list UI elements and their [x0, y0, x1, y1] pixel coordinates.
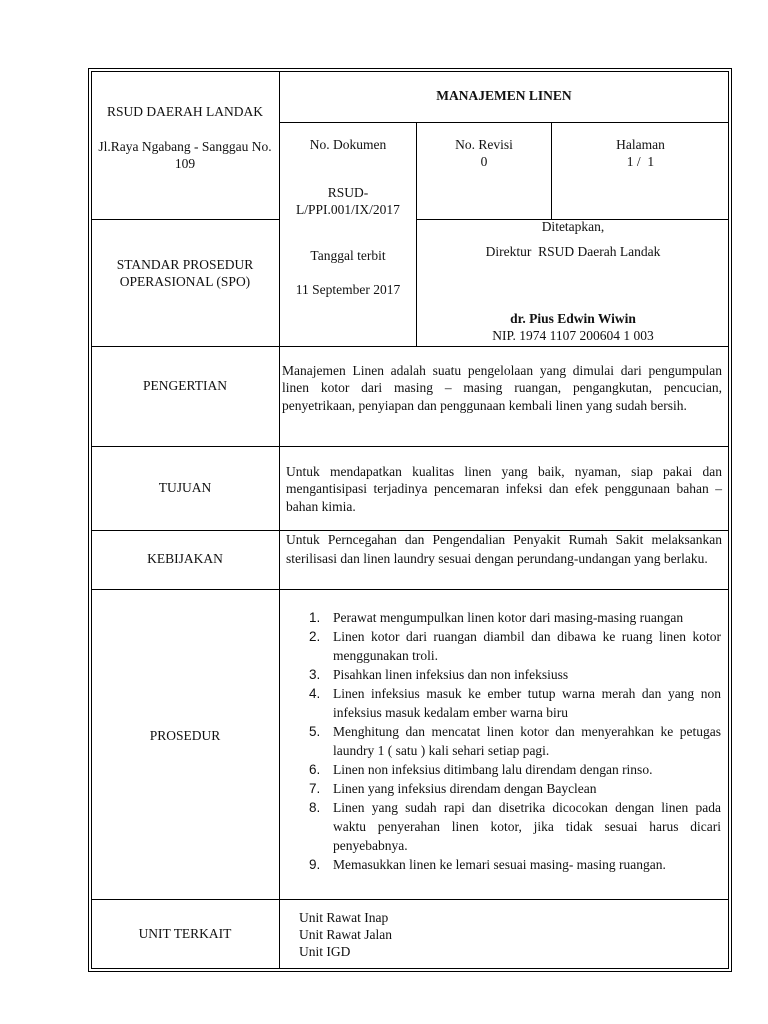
prosedur-step: [309, 722, 721, 760]
no-dokumen-label: No. Dokumen: [309, 137, 387, 152]
halaman-label: Halaman: [616, 137, 665, 152]
no-revisi-label: No. Revisi: [455, 137, 513, 152]
row-divider: [91, 219, 279, 220]
no-dokumen-value: RSUD-L/PPI.001/IX/2017: [296, 185, 400, 217]
prosedur-step: [309, 798, 721, 855]
prosedur-step-text: Perawat mengumpulkan linen kotor dari masing-masing ruangan: [333, 610, 684, 625]
prosedur-step: [309, 665, 721, 684]
row-divider: [91, 446, 729, 447]
prosedur-step-number: 9.: [309, 857, 321, 872]
prosedur-step-text: Memasukkan linen ke lemari sesuai masing- masing ruangan.: [333, 857, 666, 872]
prosedur-step-text: Linen yang infeksius direndam dengan Bayclean: [333, 781, 597, 796]
prosedur-list: [309, 608, 721, 874]
hospital-name: RSUD DAERAH LANDAK: [106, 104, 263, 119]
signer-name: dr. Pius Edwin Wiwin: [510, 311, 636, 326]
prosedur-step-number: 5.: [309, 724, 321, 739]
prosedur-step: [309, 608, 721, 627]
signer-nip: NIP. 1974 1107 200604 1 003: [492, 328, 654, 343]
unit-terkait-label: UNIT TERKAIT: [138, 926, 232, 941]
tanggal-terbit-label: Tanggal terbit: [310, 248, 386, 263]
prosedur-step-text: Linen infeksius masuk ke ember tutup warna merah dan yang non infeksius masuk kedalam ember warna biru: [333, 686, 721, 720]
unit-list: [299, 909, 599, 960]
prosedur-step-number: 8.: [309, 800, 321, 815]
prosedur-step-number: 7.: [309, 781, 321, 796]
kebijakan-label: KEBIJAKAN: [147, 551, 223, 566]
tanggal-terbit-value: 11 September 2017: [295, 282, 401, 297]
prosedur-step-number: 3.: [309, 667, 321, 682]
row-divider: [91, 346, 729, 347]
row-divider: [279, 122, 729, 123]
ditetapkan-label: Ditetapkan,: [541, 219, 605, 234]
prosedur-step: [309, 855, 721, 874]
pengertian-label: PENGERTIAN: [143, 378, 227, 393]
column-divider: [279, 71, 280, 969]
prosedur-label: PROSEDUR: [149, 728, 221, 743]
prosedur-step: [309, 627, 721, 665]
unit-item: Unit Rawat Inap: [299, 910, 389, 925]
prosedur-step-text: Linen yang sudah rapi dan disetrika dicocokan dengan linen pada waktu penyerahan linen kotor, jika tidak sesuai harus dicari penyebabnya.: [333, 800, 721, 853]
hospital-address: Jl.Raya Ngabang - Sanggau No. 109: [98, 139, 272, 171]
prosedur-step-text: Linen kotor dari ruangan diambil dan dibawa ke ruang linen kotor menggunakan troli.: [333, 629, 721, 663]
prosedur-step-number: 2.: [309, 629, 321, 644]
row-divider: [91, 589, 729, 590]
prosedur-steps: [309, 608, 721, 874]
document-title: MANAJEMEN LINEN: [436, 88, 572, 103]
direktur-label: Direktur RSUD Daerah Landak: [485, 244, 661, 259]
kebijakan-text: Untuk Perncegahan dan Pengendalian Penyakit Rumah Sakit melaksankan sterilisasi dan linen laundry sesuai dengan perundang-undangan yang berlaku.: [286, 532, 722, 566]
prosedur-step: [309, 779, 721, 798]
prosedur-step: [309, 760, 721, 779]
unit-item: Unit IGD: [299, 944, 351, 959]
tujuan-label: TUJUAN: [158, 480, 212, 495]
unit-item: Unit Rawat Jalan: [299, 927, 392, 942]
prosedur-step-text: Linen non infeksius ditimbang lalu direndam dengan rinso.: [333, 762, 653, 777]
tujuan-text: Untuk mendapatkan kualitas linen yang baik, nyaman, siap pakai dan mengantisipasi terjadinya pencemaran infeksi dan efek penggunaan bahan –bahan kimia.: [286, 464, 722, 514]
prosedur-step-number: 4.: [309, 686, 321, 701]
prosedur-step-number: 6.: [309, 762, 321, 777]
halaman-value: 1 / 1: [626, 154, 655, 169]
spo-label: STANDAR PROSEDUR OPERASIONAL (SPO): [116, 257, 254, 289]
row-divider: [91, 899, 729, 900]
prosedur-step-text: Menghitung dan mencatat linen kotor dan menyerahkan ke petugas laundry 1 ( satu ) kali sehari setiap pagi.: [333, 724, 721, 758]
prosedur-step-number: 1.: [309, 610, 321, 625]
pengertian-text: Manajemen Linen adalah suatu pengelolaan yang dimulai dari pengumpulan linen kotor dari masing – masing ruangan, pengangkutan, pencucian, penyetrikaan, penyiapan dan penggunaan kembali linen yang sudah bersih.: [282, 363, 722, 413]
prosedur-step: [309, 684, 721, 722]
no-revisi-value: 0: [480, 154, 488, 169]
prosedur-step-text: Pisahkan linen infeksius dan non infeksiuss: [333, 667, 569, 682]
